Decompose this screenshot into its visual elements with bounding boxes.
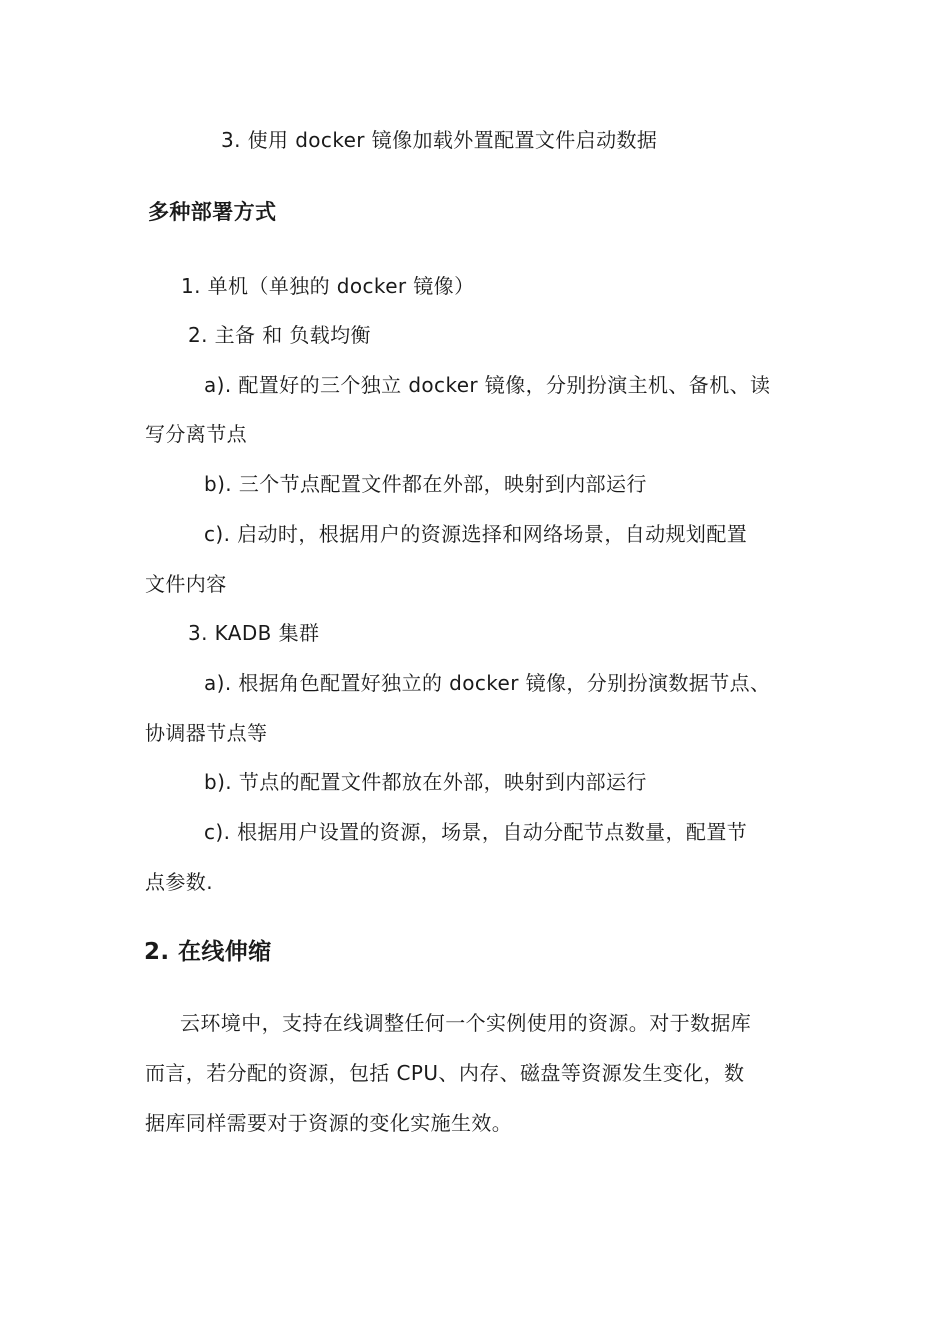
paragraph-line-1: 云环境中，支持在线调整任何一个实例使用的资源。对于数据库 — [180, 1011, 752, 1035]
section-heading-deployment-modes: 多种部署方式 — [148, 200, 277, 224]
list-item-master-standby: 2. 主备 和 负载均衡 — [188, 323, 371, 347]
list-item-startup-method-3: 3. 使用 docker 镜像加载外置配置文件启动数据 — [221, 128, 658, 152]
list-item-standalone: 1. 单机（单独的 docker 镜像） — [181, 274, 475, 298]
sub-item-c-line2: 文件内容 — [145, 572, 227, 596]
cluster-sub-item-b: b). 节点的配置文件都放在外部，映射到内部运行 — [204, 770, 647, 794]
sub-item-c-line1: c). 启动时，根据用户的资源选择和网络场景，自动规划配置 — [204, 522, 748, 546]
section-heading-online-scaling: 2. 在线伸缩 — [144, 939, 272, 965]
cluster-sub-item-c-line2: 点参数. — [145, 870, 213, 894]
sub-item-a-line1: a). 配置好的三个独立 docker 镜像，分别扮演主机、备机、读 — [204, 373, 771, 397]
paragraph-line-2: 而言，若分配的资源，包括 CPU、内存、磁盘等资源发生变化，数 — [145, 1061, 745, 1085]
cluster-sub-item-a-line1: a). 根据角色配置好独立的 docker 镜像，分别扮演数据节点、 — [204, 671, 771, 695]
paragraph-line-3: 据库同样需要对于资源的变化实施生效。 — [145, 1111, 513, 1135]
list-item-kadb-cluster: 3. KADB 集群 — [188, 621, 320, 645]
cluster-sub-item-c-line1: c). 根据用户设置的资源，场景，自动分配节点数量，配置节 — [204, 820, 748, 844]
sub-item-b: b). 三个节点配置文件都在外部，映射到内部运行 — [204, 472, 647, 496]
sub-item-a-line2: 写分离节点 — [145, 422, 247, 446]
cluster-sub-item-a-line2: 协调器节点等 — [145, 721, 268, 745]
